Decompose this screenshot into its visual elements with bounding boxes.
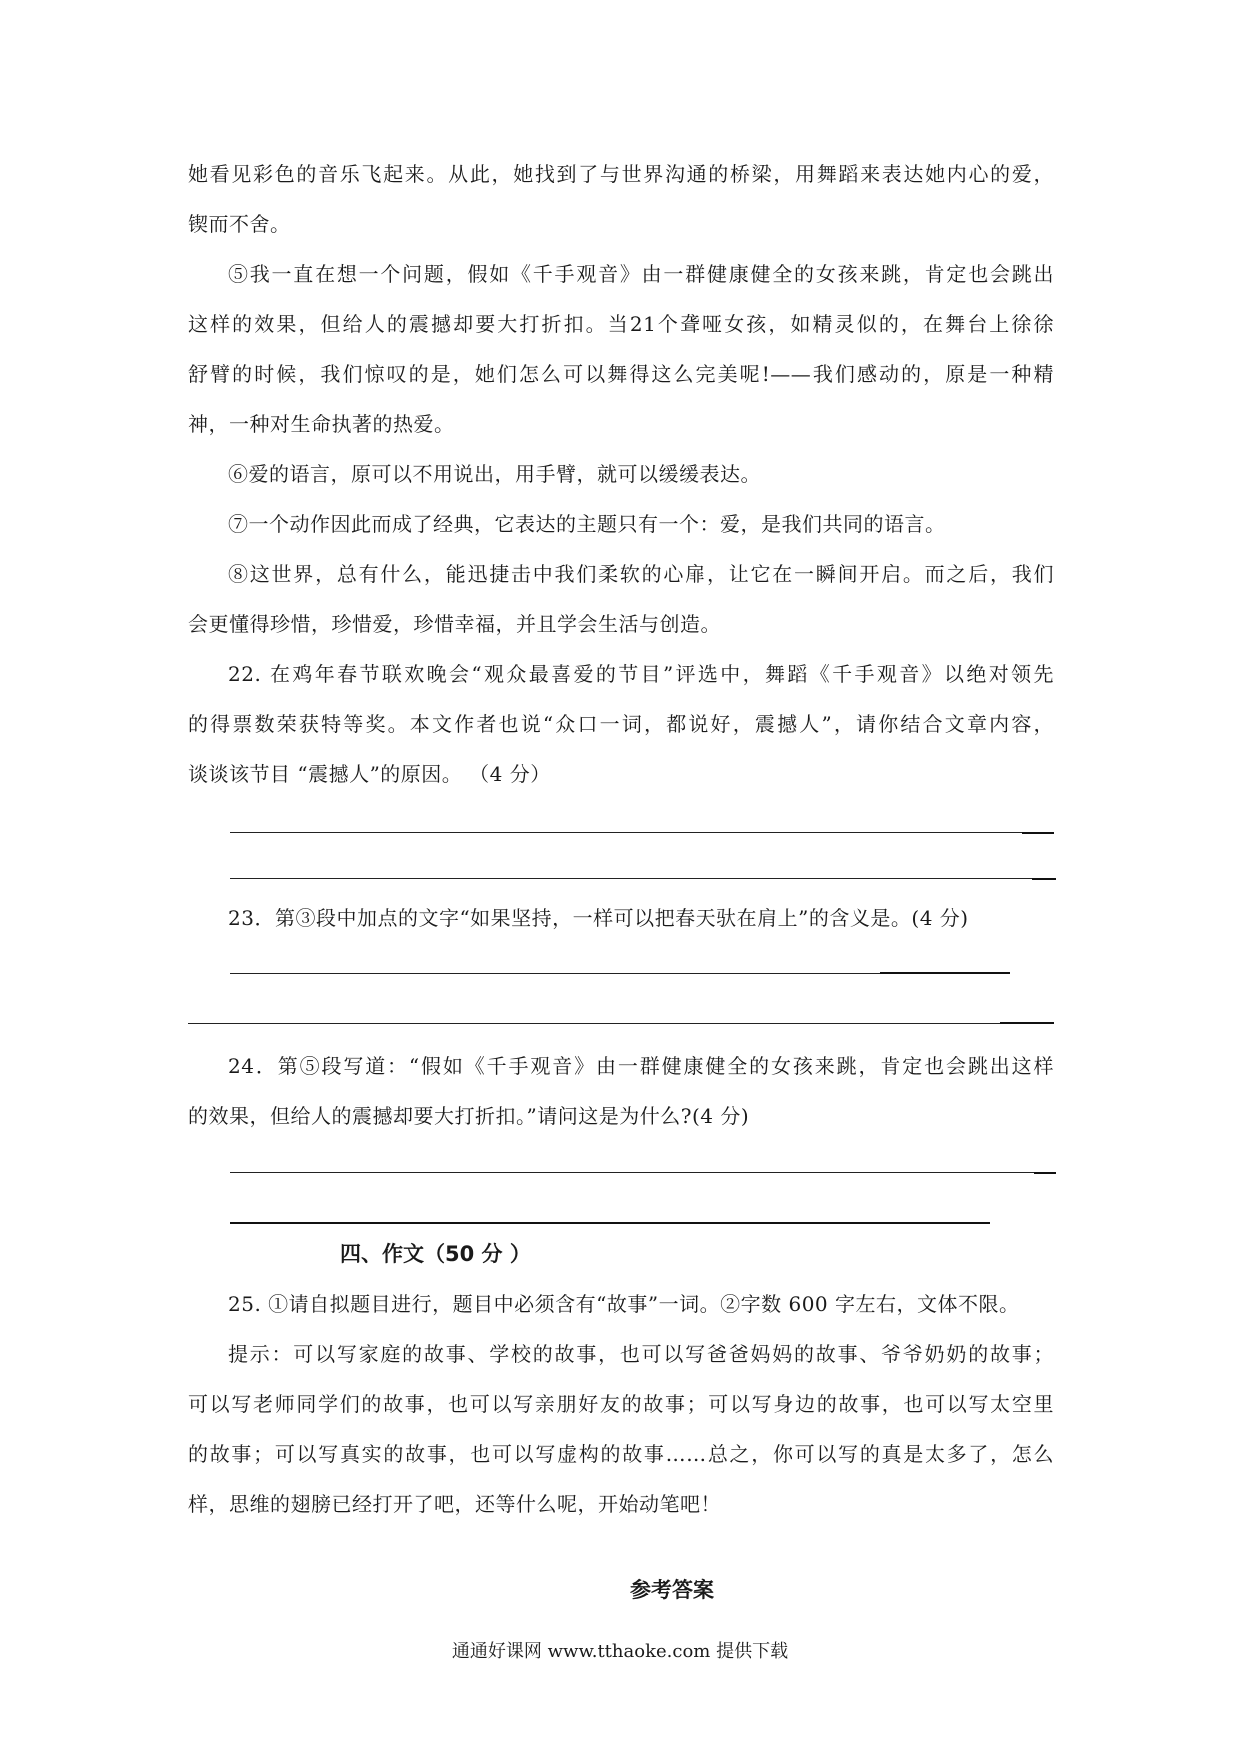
- answer-line-end: [1022, 832, 1054, 834]
- answer-line-end: [1032, 878, 1056, 880]
- essay-hint-line-2: 可以写老师同学们的故事，也可以写亲朋好友的故事；可以写身边的故事，也可以写太空里: [188, 1392, 1054, 1416]
- paragraph-6: ⑥爱的语言，原可以不用说出，用手臂，就可以缓缓表达。: [228, 462, 761, 486]
- paragraph-7: ⑦一个动作因此而成了经典，它表达的主题只有一个：爱，是我们共同的语言。: [228, 512, 946, 536]
- paragraph-5-line-3: 舒臂的时候，我们惊叹的是，她们怎么可以舞得这么完美呢!——我们感动的，原是一种精: [188, 362, 1054, 386]
- answer-line: [230, 832, 1052, 833]
- paragraph-8-line-2: 会更懂得珍惜，珍惜爱，珍惜幸福，并且学会生活与创造。: [188, 612, 721, 636]
- paragraph-4-line-2: 锲而不舍。: [188, 212, 291, 236]
- answer-line: [230, 878, 1052, 879]
- answer-line-end: [880, 972, 1010, 974]
- question-22-line-3: 谈谈该节目 “震撼人”的原因。 （4 分）: [188, 762, 551, 786]
- question-25: 25. ①请自拟题目进行，题目中必须含有“故事”一词。②字数 600 字左右，文体不限。: [228, 1292, 1020, 1316]
- essay-hint-line-1: 提示：可以写家庭的故事、学校的故事，也可以写爸爸妈妈的故事、爷爷奶奶的故事；: [228, 1342, 1054, 1366]
- answer-line-end: [1000, 1022, 1054, 1024]
- question-23: 23．第③段中加点的文字“如果坚持，一样可以把春天驮在肩上”的含义是。(4 分): [228, 906, 969, 930]
- answer-line-end: [1034, 1172, 1056, 1174]
- question-22-line-1: 22. 在鸡年春节联欢晚会“观众最喜爱的节目”评选中，舞蹈《千手观音》以绝对领先: [228, 662, 1054, 686]
- paragraph-5-line-1: ⑤我一直在想一个问题，假如《千手观音》由一群健康健全的女孩来跳，肯定也会跳出: [228, 262, 1054, 286]
- essay-hint-line-4: 样，思维的翅膀已经打开了吧，还等什么呢，开始动笔吧！: [188, 1492, 721, 1516]
- answer-line: [230, 1172, 1054, 1173]
- question-24-line-1: 24．第⑤段写道：“假如《千手观音》由一群健康健全的女孩来跳，肯定也会跳出这样: [228, 1054, 1054, 1078]
- answer-line: [188, 1023, 1054, 1024]
- paragraph-5-line-2: 这样的效果，但给人的震撼却要大打折扣。当21个聋哑女孩，如精灵似的，在舞台上徐徐: [188, 312, 1054, 336]
- question-24-line-2: 的效果，但给人的震撼却要大打折扣。”请问这是为什么?(4 分): [188, 1104, 750, 1128]
- section-heading: 四、作文（50 分 ）: [340, 1242, 531, 1266]
- question-22-line-2: 的得票数荣获特等奖。本文作者也说“众口一词，都说好，震撼人”，请你结合文章内容，: [188, 712, 1054, 736]
- answer-line: [230, 973, 880, 974]
- answers-heading: 参考答案: [630, 1578, 714, 1602]
- answer-line: [230, 1222, 990, 1224]
- paragraph-5-line-4: 神，一种对生命执著的热爱。: [188, 412, 455, 436]
- paragraph-8-line-1: ⑧这世界，总有什么，能迅捷击中我们柔软的心扉，让它在一瞬间开启。而之后，我们: [228, 562, 1054, 586]
- footer-credit: 通通好课网 www.tthaoke.com 提供下载: [451, 1641, 789, 1662]
- paragraph-4-line-1: 她看见彩色的音乐飞起来。从此，她找到了与世界沟通的桥梁，用舞蹈来表达她内心的爱，: [188, 162, 1054, 186]
- essay-hint-line-3: 的故事；可以写真实的故事，也可以写虚构的故事……总之，你可以写的真是太多了，怎么: [188, 1442, 1054, 1466]
